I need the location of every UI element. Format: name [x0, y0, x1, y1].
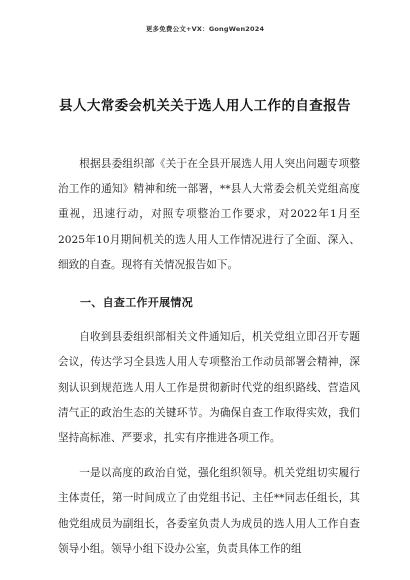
section-heading: 一、自查工作开展情况	[80, 296, 193, 310]
body-paragraph: 自收到县委组织部相关文件通知后，机关党组立即召开专题会议，传达学习全县选人用人专项整治工作动员部署会精神，深刻认识到规范选人用人工作是贯彻新时代党的组织路线、营造风清气正的政治生态的关键环节。为确保自查工作取得实效，我们坚持高标准、严要求，扎实有序推进各项工作。	[58, 331, 360, 445]
document-body	[58, 152, 360, 562]
header-watermark: 更多免费公文+VX：GongWen2024	[145, 25, 265, 33]
body-paragraph: 一是以高度的政治自觉，强化组织领导。机关党组切实履行主体责任，第一时间成立了由党组书记、主任**同志任组长，其他党组成员为副组长，各委室负责人为成员的选人用人工作自查领导小组。领导小组下设办公室，负责具体工作的组	[58, 467, 360, 555]
document-title: 县人大常委会机关关于选人用人工作的自查报告	[59, 98, 351, 114]
intro-paragraph: 根据县委组织部《关于在全县开展选人用人突出问题专项整治工作的通知》精神和统一部署，**县人大常委会机关党组高度重视，迅速行动，对照专项整治工作要求，对2022年1月至2025年10月期间机关的选人用人工作情况进行了全面、深入、细致的自查。现将有关情况报告如下。	[58, 158, 360, 271]
